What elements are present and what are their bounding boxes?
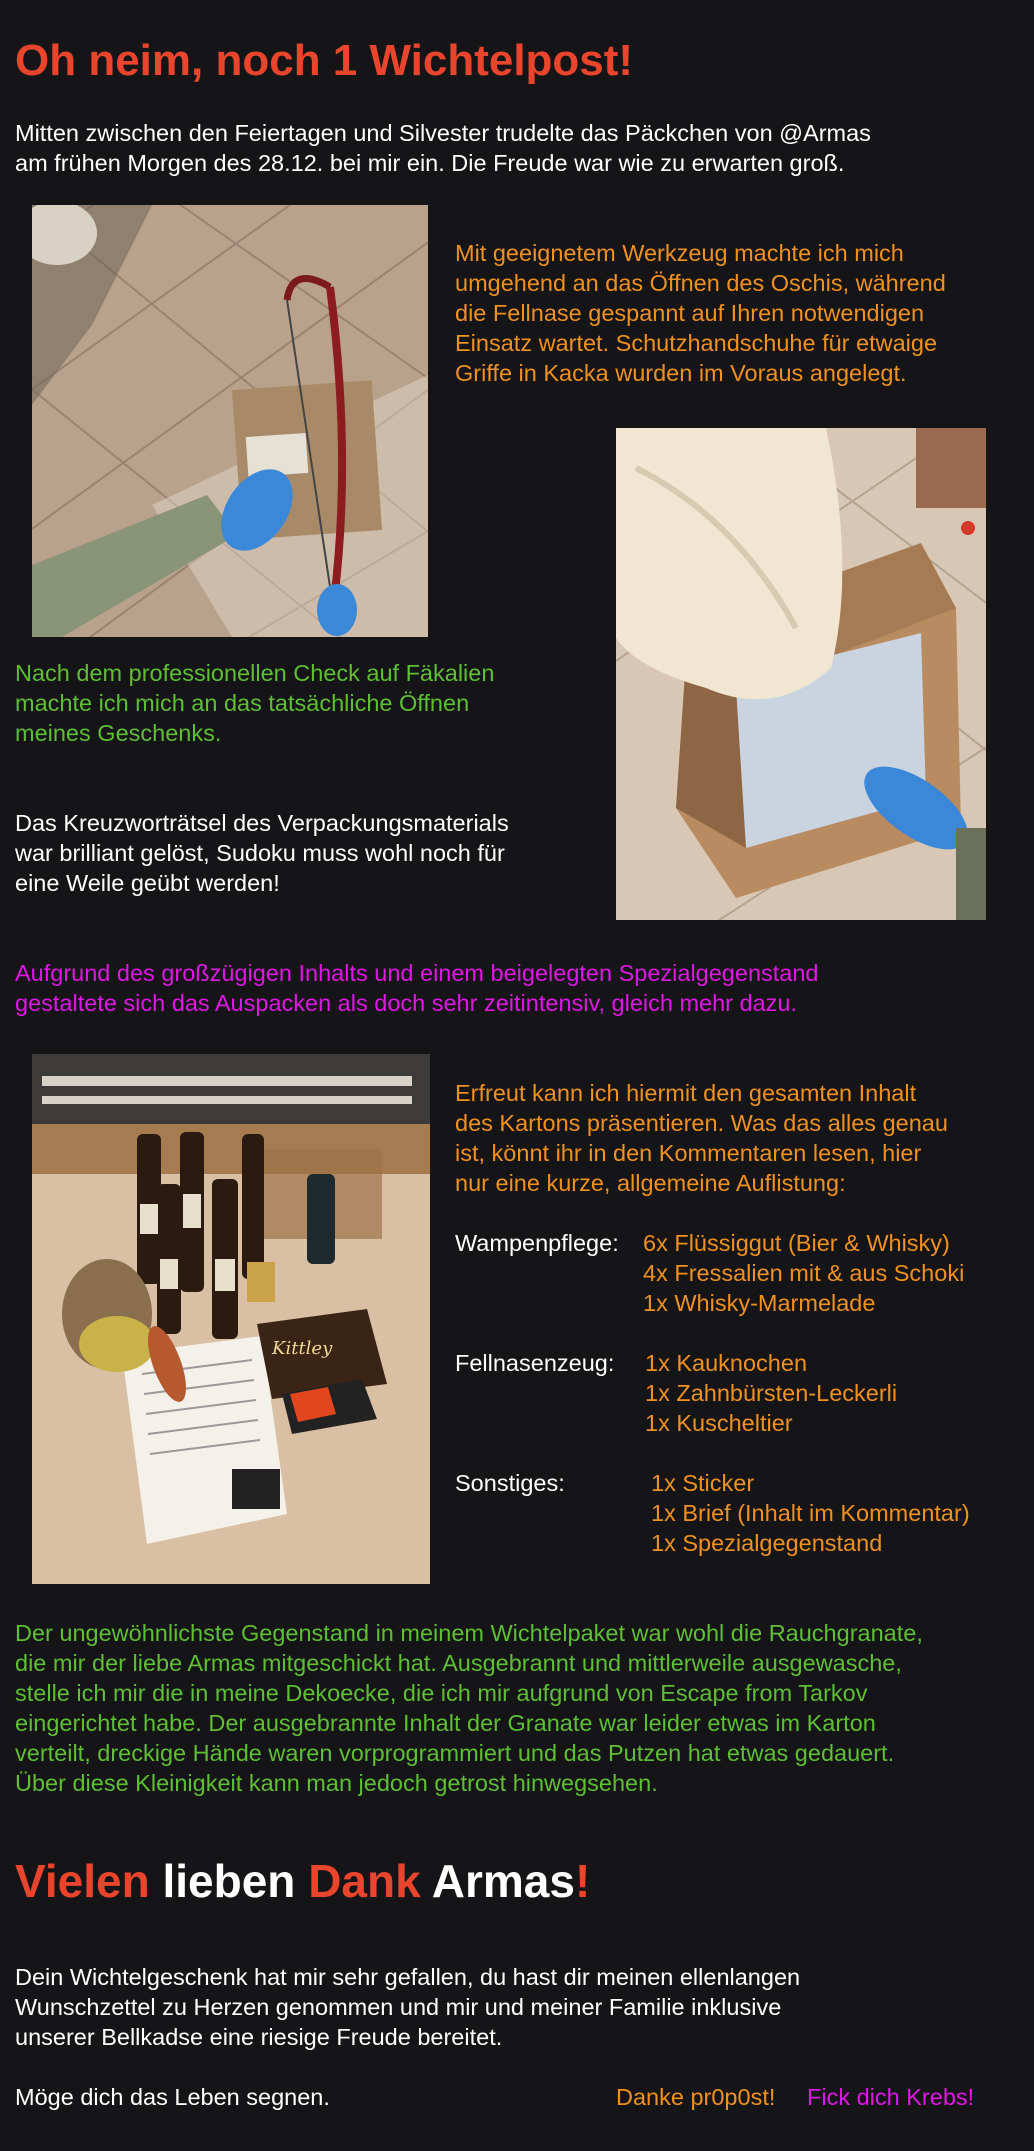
paragraph-line: Aufgrund des großzügigen Inhalts und einem beigelegten Spezialgegenstand <box>15 960 819 986</box>
paragraph-line: Der ungewöhnlichste Gegenstand in meinem Wichtelpaket war wohl die Rauchgranate, <box>15 1620 923 1646</box>
paragraph-line: Dein Wichtelgeschenk hat mir sehr gefallen, du hast dir meinen ellenlangen <box>15 1964 801 1990</box>
paragraph-final <box>15 1962 800 2052</box>
photo-gift-contents <box>32 1054 430 1584</box>
paragraph-line: meines Geschenks. <box>15 720 222 746</box>
paragraph-line: gestaltete sich das Auspacken als doch sehr zeitintensiv, gleich mehr dazu. <box>15 990 798 1016</box>
list-label-wampenpflege: Wampenpflege: <box>455 1230 619 1256</box>
list-item: 1x Sticker <box>651 1470 755 1496</box>
intro-line: am frühen Morgen des 28.12. bei mir ein. Die Freude war wie zu erwarten groß. <box>15 150 845 176</box>
paragraph-line: war brilliant gelöst, Sudoku muss wohl noch für <box>15 840 505 866</box>
blessing-text: Möge dich das Leben segnen. <box>15 2084 330 2110</box>
paragraph-line: Wunschzettel zu Herzen genommen und mir und meiner Familie inklusive <box>15 1994 782 2020</box>
list-label-sonstiges: Sonstiges: <box>455 1470 565 1496</box>
thanks-exclamation: ! <box>574 1855 591 1907</box>
paragraph-line: Erfreut kann ich hiermit den gesamten Inhalt <box>455 1080 917 1106</box>
paragraph-present <box>455 1078 948 1198</box>
paragraph-line: Das Kreuzworträtsel des Verpackungsmaterials <box>15 810 509 836</box>
list-items-sonstiges <box>651 1468 970 1558</box>
list-item: 1x Whisky-Marmelade <box>643 1290 876 1316</box>
photo-sticker-text: Kittley <box>272 1338 333 1359</box>
thanks-word: Vielen <box>15 1855 150 1907</box>
paragraph-line: des Kartons präsentieren. Was das alles genau <box>455 1110 948 1136</box>
list-items-fellnasenzeug <box>645 1348 897 1438</box>
paragraph-line: verteilt, dreckige Hände waren vorprogrammiert und das Putzen hat etwas gedauert. <box>15 1740 895 1766</box>
paragraph-line: die mir der liebe Armas mitgeschickt hat. Ausgebrannt und mittlerweile ausgewasche, <box>15 1650 902 1676</box>
intro-paragraph <box>15 118 871 178</box>
paragraph-line: Mit geeignetem Werkzeug machte ich mich <box>455 240 904 266</box>
list-item: 6x Flüssiggut (Bier & Whisky) <box>643 1230 950 1256</box>
list-item: 1x Zahnbürsten-Leckerli <box>645 1380 898 1406</box>
paragraph-unpack <box>15 958 819 1018</box>
paragraph-line: eingerichtet habe. Der ausgebrannte Inhalt der Granate war leider etwas im Karton <box>15 1710 876 1736</box>
paragraph-line: machte ich mich an das tatsächliche Öffnen <box>15 690 470 716</box>
paragraph-tools <box>455 238 946 388</box>
list-item: 1x Brief (Inhalt im Kommentar) <box>651 1500 970 1526</box>
paragraph-line: eine Weile geübt werden! <box>15 870 280 896</box>
paragraph-puzzle <box>15 808 509 898</box>
paragraph-line: Über diese Kleinigkeit kann man jedoch getrost hinwegsehen. <box>15 1770 658 1796</box>
list-label-fellnasenzeug: Fellnasenzeug: <box>455 1350 615 1376</box>
list-item: 1x Kuscheltier <box>645 1410 793 1436</box>
signoff-text: Fick dich Krebs! <box>807 2084 975 2110</box>
paragraph-line: Nach dem professionellen Check auf Fäkalien <box>15 660 495 686</box>
thanks-propost-text: Danke pr0p0st! <box>616 2084 776 2110</box>
list-item: 1x Kauknochen <box>645 1350 808 1376</box>
intro-line: Mitten zwischen den Feiertagen und Silvester trudelte das Päckchen von @Armas <box>15 120 871 146</box>
list-item: 1x Spezialgegenstand <box>651 1530 883 1556</box>
thanks-heading <box>15 1854 590 1908</box>
thanks-word: lieben <box>162 1855 296 1907</box>
list-item: 4x Fressalien mit & aus Schoki <box>643 1260 965 1286</box>
photo-saw-package <box>32 205 428 637</box>
list-items-wampenpflege <box>643 1228 964 1318</box>
paragraph-line: stelle ich mir die in meine Dekoecke, die ich mir aufgrund von Escape from Tarkov <box>15 1680 868 1706</box>
paragraph-line: umgehend an das Öffnen des Oschis, während <box>455 270 946 296</box>
thanks-word: Armas <box>431 1855 575 1907</box>
paragraph-line: unserer Bellkadse eine riesige Freude bereitet. <box>15 2024 503 2050</box>
paragraph-line: Griffe in Kacka wurden im Voraus angelegt. <box>455 360 907 386</box>
paragraph-line: Einsatz wartet. Schutzhandschuhe für etwaige <box>455 330 938 356</box>
paragraph-line: die Fellnase gespannt auf Ihren notwendigen <box>455 300 925 326</box>
thanks-word: Dank <box>308 1855 421 1907</box>
paragraph-grenade <box>15 1618 923 1798</box>
page-title: Oh neim, noch 1 Wichtelpost! <box>15 36 634 85</box>
paragraph-line: ist, könnt ihr in den Kommentaren lesen, hier <box>455 1140 922 1166</box>
paragraph-line: nur eine kurze, allgemeine Auflistung: <box>455 1170 846 1196</box>
paragraph-check <box>15 658 494 748</box>
photo-dog-box <box>616 428 986 920</box>
